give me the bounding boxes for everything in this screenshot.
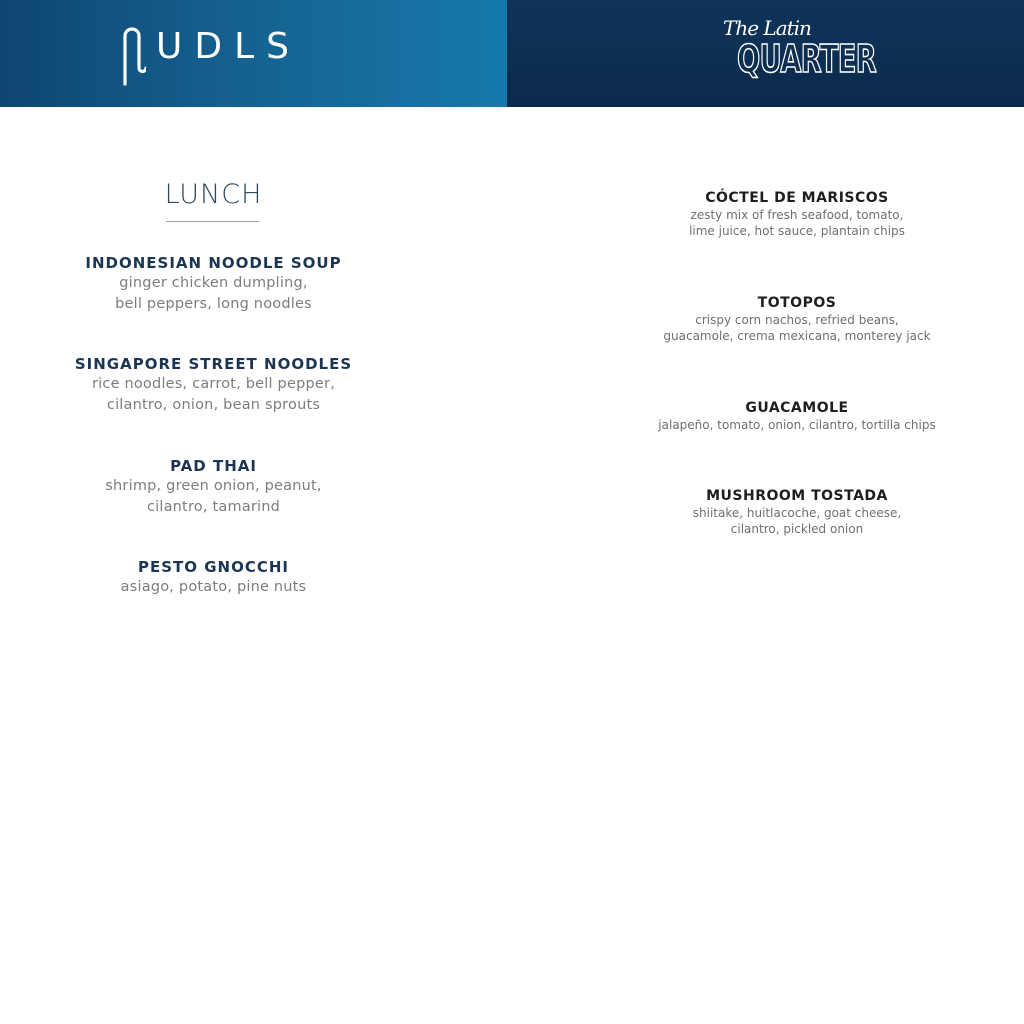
menu-item (0, 456, 427, 518)
menu-item-name: GUACAMOLE (745, 400, 849, 416)
menu-item-desc: zesty mix of fresh seafood, tomato, (690, 208, 904, 222)
nudls-logo (122, 24, 301, 88)
section-title-lunch: LUNCH (164, 179, 263, 210)
menu-item-desc: cilantro, onion, bean sprouts (106, 397, 321, 413)
nudls-n-glyph-icon (122, 24, 146, 86)
menu-item-name: MUSHROOM TOSTADA (706, 488, 888, 504)
menu-item-desc: rice noodles, carrot, bell pepper, (92, 376, 335, 392)
section-divider (166, 221, 259, 222)
menu-item-name: TOTOPOS (757, 295, 837, 311)
latin-quarter-script: The Latin (723, 16, 811, 40)
menu-item-desc: shrimp, green onion, peanut, (105, 478, 322, 494)
menu-item (0, 253, 427, 315)
nudls-logo-text: UDLS (156, 26, 301, 67)
menu-item-name: SINGAPORE STREET NOODLES (74, 355, 353, 373)
menu-item-desc: lime juice, hot sauce, plantain chips (689, 224, 905, 238)
menu-item-desc: cilantro, tamarind (146, 499, 281, 515)
latin-quarter-wordmark: QUARTER (737, 37, 877, 81)
menu-item (560, 399, 1024, 433)
menu-item (560, 189, 1024, 239)
menu-item-name: PESTO GNOCCHI (137, 558, 290, 576)
latin-quarter-logo (721, 14, 877, 92)
menu-item-desc: bell peppers, long noodles (115, 296, 312, 312)
menu-item-name: INDONESIAN NOODLE SOUP (85, 254, 342, 272)
menu-item-desc: guacamole, crema mexicana, monterey jack (663, 329, 931, 343)
menu-item-desc: jalapeño, tomato, onion, cilantro, tortilla chips (658, 418, 936, 432)
menu-item-name: CÓCTEL DE MARISCOS (705, 190, 889, 206)
menu-item (560, 487, 1024, 537)
menu-item (560, 294, 1024, 344)
menu-header (0, 0, 1024, 107)
nudls-header (0, 0, 507, 107)
menu-item-desc: crispy corn nachos, refried beans, (695, 313, 899, 327)
menu-item (0, 557, 427, 598)
menu-item-desc: asiago, potato, pine nuts (120, 579, 307, 595)
menu-item-name: PAD THAI (170, 457, 257, 475)
menu-item (0, 354, 427, 416)
latin-quarter-header (507, 0, 1024, 107)
menu-item-desc: cilantro, pickled onion (730, 522, 864, 536)
menu-item-desc: ginger chicken dumpling, (119, 275, 308, 291)
menu-item-desc: shiitake, huitlacoche, goat cheese, (692, 506, 902, 520)
